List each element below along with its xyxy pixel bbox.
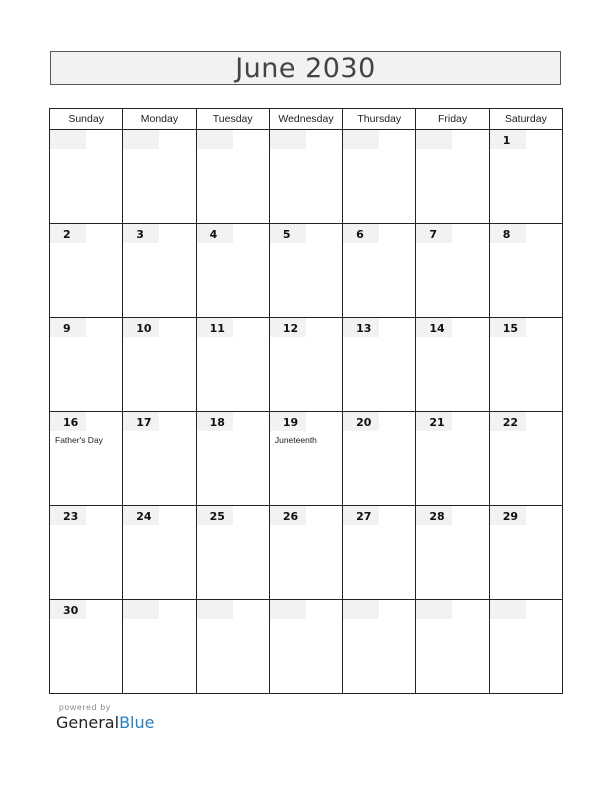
day-number: 13	[356, 322, 372, 335]
day-cell	[416, 506, 489, 600]
day-cell	[489, 600, 562, 694]
logo-blue-text: Blue	[119, 713, 155, 732]
day-number: 29	[502, 510, 518, 523]
day-cell	[269, 130, 342, 224]
day-number: 28	[429, 510, 445, 523]
day-cell	[50, 412, 123, 506]
day-cell	[50, 130, 123, 224]
day-number: 2	[63, 228, 71, 241]
day-number-box	[197, 130, 233, 149]
day-cell	[50, 506, 123, 600]
week-row	[50, 224, 563, 318]
day-number: 11	[209, 322, 225, 335]
day-cell	[343, 412, 416, 506]
day-number-box	[270, 130, 306, 149]
day-number: 4	[209, 228, 218, 241]
day-cell	[123, 506, 196, 600]
day-number: 10	[136, 322, 152, 335]
day-number-box	[123, 130, 159, 149]
day-number: 23	[63, 510, 79, 523]
week-row	[50, 600, 563, 694]
day-number: 5	[282, 228, 291, 241]
day-cell	[269, 506, 342, 600]
day-cell	[196, 224, 269, 318]
day-cell	[489, 506, 562, 600]
day-number: 9	[63, 322, 71, 335]
day-number: 15	[502, 322, 518, 335]
day-cell	[50, 224, 123, 318]
holiday-label: Juneteenth	[274, 435, 317, 445]
calendar-grid	[49, 108, 563, 694]
day-number-box	[197, 600, 233, 619]
day-cell	[50, 318, 123, 412]
day-number-box	[270, 600, 306, 619]
day-number: 26	[282, 510, 299, 523]
week-row	[50, 506, 563, 600]
day-cell	[196, 412, 269, 506]
day-cell	[269, 412, 342, 506]
holiday-label: Father's Day	[55, 435, 103, 445]
day-number: 14	[429, 322, 445, 335]
logo-general-text: General	[56, 713, 120, 732]
day-number: 8	[502, 228, 511, 241]
day-cell	[123, 600, 196, 694]
day-number: 7	[429, 228, 438, 241]
day-cell	[416, 224, 489, 318]
day-cell	[343, 224, 416, 318]
day-cell	[196, 318, 269, 412]
day-number: 22	[502, 416, 518, 429]
day-number-box	[123, 600, 159, 619]
day-cell	[489, 318, 562, 412]
day-cell	[269, 318, 342, 412]
day-number-box	[490, 600, 526, 619]
calendar-body	[50, 130, 563, 694]
day-number: 27	[356, 510, 372, 523]
day-cell	[343, 130, 416, 224]
calendar-title-box	[50, 51, 561, 85]
day-cell	[343, 506, 416, 600]
generalblue-branding	[56, 702, 154, 732]
day-cell	[416, 130, 489, 224]
weekday-thursday: Thursday	[343, 109, 416, 130]
day-cell	[123, 318, 196, 412]
day-cell	[196, 130, 269, 224]
week-row	[50, 412, 563, 506]
weekday-tuesday: Tuesday	[196, 109, 269, 130]
day-cell	[489, 412, 562, 506]
day-cell	[196, 600, 269, 694]
day-cell	[123, 224, 196, 318]
day-number-box	[50, 130, 86, 149]
day-number-box	[343, 600, 379, 619]
day-cell	[343, 600, 416, 694]
day-number: 24	[136, 510, 152, 523]
day-number: 30	[63, 604, 79, 617]
day-number: 1	[502, 134, 511, 147]
day-number: 20	[356, 416, 372, 429]
weekday-saturday: Saturday	[489, 109, 562, 130]
day-number-box	[343, 130, 379, 149]
day-number-box	[416, 130, 452, 149]
day-number: 19	[282, 416, 299, 429]
day-cell	[269, 224, 342, 318]
day-number: 18	[209, 416, 225, 429]
day-cell	[343, 318, 416, 412]
day-cell	[416, 412, 489, 506]
powered-by-text: powered by	[59, 702, 111, 712]
week-row	[50, 318, 563, 412]
day-number: 21	[429, 416, 445, 429]
weekday-sunday: Sunday	[50, 109, 123, 130]
day-cell	[123, 130, 196, 224]
day-cell	[123, 412, 196, 506]
week-row	[50, 130, 563, 224]
calendar-title: June 2030	[235, 52, 376, 84]
day-cell	[269, 600, 342, 694]
weekday-header-row	[50, 109, 563, 130]
day-number: 12	[282, 322, 299, 335]
weekday-friday: Friday	[416, 109, 489, 130]
generalblue-logo	[56, 713, 154, 732]
weekday-monday: Monday	[123, 109, 196, 130]
day-number-box	[416, 600, 452, 619]
day-cell	[50, 600, 123, 694]
day-cell	[196, 506, 269, 600]
day-number: 3	[136, 228, 144, 241]
day-number: 25	[209, 510, 225, 523]
day-cell	[416, 600, 489, 694]
day-cell	[489, 224, 562, 318]
day-cell	[489, 130, 562, 224]
day-cell	[416, 318, 489, 412]
day-number: 16	[63, 416, 79, 429]
day-number: 17	[136, 416, 152, 429]
weekday-wednesday: Wednesday	[269, 109, 342, 130]
day-number: 6	[356, 228, 364, 241]
